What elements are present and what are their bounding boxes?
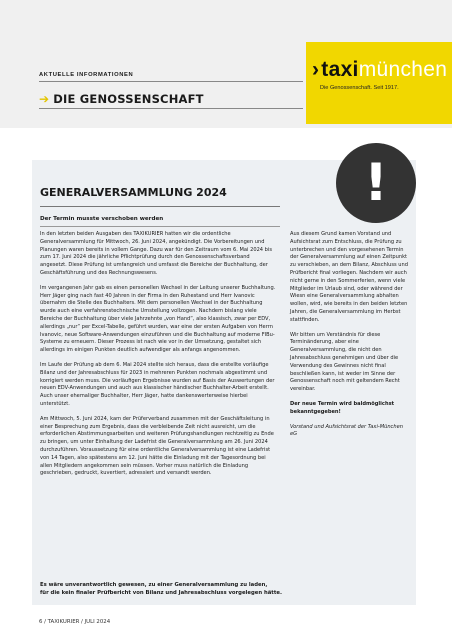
left-column [40, 231, 277, 485]
right-column [290, 231, 409, 446]
page-footer: 6 / TAXIKURIER / JULI 2024 [39, 619, 111, 625]
announcement-text: Der neue Termin wird baldmöglichst bekanntgegeben! [290, 400, 395, 415]
paragraph: Am Mittwoch, 5. Juni 2024, kam der Prüferverband zusammen mit der Geschäftsleitung in einer Besprechung zum Ergebnis, dass die verbleibende Zeit nicht ausreicht, um die erforderlichen Abstimmungsarbeiten und weiteren Prüfungshandlungen rechtzeitig zu Ende zu bringen, um unter Einhaltung der Ladefrist die Generalversammlung am 26. Juni 2024 durchzuführen. Voraussetzung für eine ordentliche Generalversammlung ist eine Ladefrist von 14 Tagen, also spätestens am 12. Juni hätte die Einladung mit der Tagesordnung bei allen Mitgliedern angekommen sein müssen. Vorher muss natürlich die Einladung geschrieben, gedruckt, kuvertiert, adressiert und versandt werden. [40, 415, 274, 477]
title-divider [40, 206, 280, 207]
logo-chevron: › [312, 58, 320, 81]
arrow-right-icon: ➔ [39, 92, 50, 106]
section-title [39, 92, 204, 106]
logo-tagline: Die Genossenschaft. Seit 1917. [320, 85, 399, 91]
closing-line: Es wäre unverantwortlich gewesen, zu einer Generalversammlung zu laden, [40, 582, 268, 588]
logo-part-muenchen: münchen [358, 58, 448, 81]
section-eyebrow: AKTUELLE INFORMATIONEN [39, 72, 134, 78]
paragraph: In den letzten beiden Ausgaben des TAXIKURIER hatten wir die ordentliche Generalversammlung für Mittwoch, 26. Juni 2024, angekündigt. Die Vorbereitungen und Planungen waren bereits in vollem Gange. Dazu war für den Zeitraum vom 6. Mai 2024 bis zum 17. Juni 2024 die jährliche Pflichtprüfung durch den Genossenschaftsverband angesetzt. Diese Prüfung ist umfangreich und umfasst die Bereiche der Buchhaltung, der Geschäftsführung und des Rechnungswesens. [40, 231, 272, 276]
closing-line: für die kein finaler Prüfbericht von Bilanz und Jahresabschluss vorgelegen hätte. [40, 589, 282, 596]
exclamation-icon: ! [336, 143, 416, 223]
paragraph: Aus diesem Grund kamen Vorstand und Aufsichtsrat zum Entschluss, die Prüfung zu unterbrechen und den vorgesehenen Termin der Generalversammlung auf einen Zeitpunkt zu verschieben, an dem Bilanz, Abschluss und Prüfbericht final vorliegen. Nachdem wir auch nicht gerne in den Sommerferien, wenn viele Mitglieder im Urlaub sind, oder während der Wiesn eine Generalversammlung abhalten wollen, wird, wie bereits in den beiden letzten Jahren, die Generalversammlung im Herbst stattfinden. [290, 231, 408, 323]
article-title: GENERALVERSAMMLUNG 2024 [40, 186, 227, 199]
paragraph: Im Laufe der Prüfung ab dem 6. Mai 2024 stellte sich heraus, dass die erstellte vorläufige Bilanz und der Jahresabschluss für 2023 in mehreren Punkten nochmals abgestimmt und korrigiert werden muss. Die vorläufigen Ergebnisse wurden auf Basis der Auswertungen der neuen EDV-Anwendungen und auch aus klassischer händischer Buchhalter-Arbeit erstellt. Auch unser ehemaliger Buchhalter, Herr Jäger, hatte dankenswerterweise hierbei unterstützt. [40, 361, 275, 407]
eyebrow-divider [39, 81, 303, 82]
closing-statement [40, 582, 380, 598]
logo-part-taxi: taxi [321, 58, 359, 81]
subtitle-divider [40, 226, 280, 227]
logo-wordmark [312, 58, 447, 82]
paragraph: Wir bitten um Verständnis für diese Terminänderung, aber eine Generalversammlung, die nicht den Jahresabschluss genehmigen und über die Verwendung des Gewinnes nicht final beschließen kann, ist weder im Sinne der Genossenschaft noch mit geltendem Recht vereinbar. [290, 331, 400, 393]
section-title-text: DIE GENOSSENSCHAFT [53, 92, 204, 106]
signature: Vorstand und Aufsichtsrat der Taxi-München eG [290, 423, 403, 438]
section-divider [39, 108, 303, 109]
article-subtitle: Der Termin musste verschoben werden [40, 216, 164, 222]
paragraph: Im vergangenen Jahr gab es einen personellen Wechsel in der Leitung unserer Buchhaltung. Herr Jäger ging nach fast 40 Jahren in der Firma in den Ruhestand und Herr Ivanovic übernahm die Stelle des Buchhalters. Mit dem personellen Wechsel in der Buchhaltung wurde auch eine verfahrenstechnische Umstellung vollzogen. Nachdem bislang viele Bereiche der Buchhaltung über viele Jahrzehnte „von Hand“, also klassisch, zwar per EDV, allerdings „nur“ per Excel-Tabelle, geführt wurden, war eine der ersten Aufgaben von Herrn Ivanovic, neue Software-Anwendungen einzuführen und die Buchhaltung auf moderne FIBu-Systeme zu erneuern. Dieser Prozess ist nach wie vor in der Umsetzung, gestaltet sich allerdings im einigen Punkten deutlich aufwendiger als anfangs angenommen. [40, 284, 276, 354]
taxi-muenchen-logo [306, 42, 452, 124]
